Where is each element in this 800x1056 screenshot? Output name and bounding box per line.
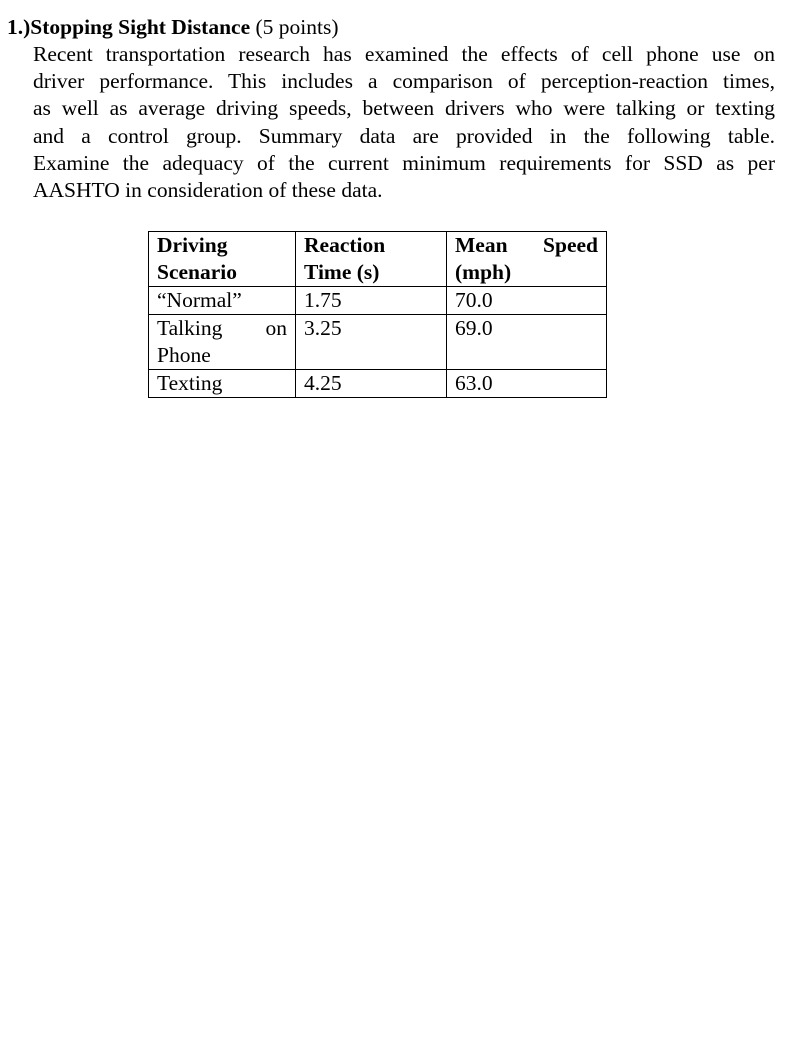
cell-speed: 63.0 — [447, 370, 607, 398]
header-line: Time (s) — [304, 260, 380, 284]
header-reaction-time — [296, 232, 447, 287]
cell-scenario — [149, 287, 296, 315]
header-mean-speed — [447, 232, 607, 287]
cell-speed: 69.0 — [447, 315, 607, 370]
cell-line: “Normal” — [157, 288, 242, 312]
body-line: Examine the adequacy of the current minimum requirements for SSD as per — [33, 150, 775, 175]
body-line: Recent transportation research has examined the effects of cell phone use on — [33, 42, 775, 66]
cell-line: Talking on — [157, 316, 287, 340]
cell-line: Texting — [157, 371, 223, 395]
summary-data-table — [148, 231, 607, 398]
question-body — [33, 41, 775, 204]
body-line: AASHTO in consideration of these data. — [33, 178, 383, 203]
header-driving-scenario — [149, 232, 296, 287]
cell-reaction: 1.75 — [296, 287, 447, 315]
cell-line: Phone — [157, 343, 211, 367]
cell-speed: 70.0 — [447, 287, 607, 315]
cell-scenario — [149, 315, 296, 370]
question-title: Stopping Sight Distance — [30, 15, 251, 39]
header-line: Reaction — [304, 233, 386, 257]
body-line: as well as average driving speeds, between drivers who were talking or texting — [33, 96, 775, 121]
question-number: 1.) — [7, 15, 31, 39]
header-line: (mph) — [455, 260, 512, 284]
table-row — [149, 287, 607, 315]
body-line: driver performance. This includes a comparison of perception-reaction times, — [33, 69, 775, 94]
table-row — [149, 370, 607, 398]
cell-reaction: 3.25 — [296, 315, 447, 370]
header-line: Scenario — [157, 260, 238, 284]
question-heading — [7, 14, 339, 41]
cell-reaction: 4.25 — [296, 370, 447, 398]
table-row — [149, 315, 607, 370]
header-line: Mean Speed — [455, 233, 598, 257]
cell-scenario — [149, 370, 296, 398]
question-points: (5 points) — [250, 15, 339, 39]
header-line: Driving — [157, 233, 228, 257]
table-header-row — [149, 232, 607, 287]
body-line: and a control group. Summary data are provided in the following table. — [33, 123, 775, 148]
